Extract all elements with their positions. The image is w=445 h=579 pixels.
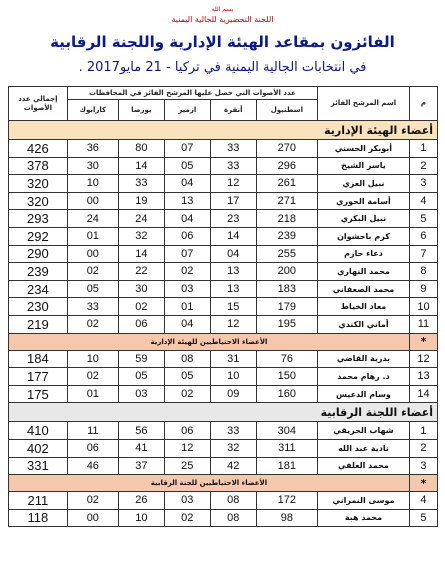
cell-name: محمد هبة [318, 509, 410, 527]
cell-karabuk: 10 [67, 350, 118, 368]
cell-num: 5 [409, 210, 437, 228]
cell-istanbul: 179 [256, 298, 317, 316]
cell-total: 292 [9, 227, 68, 245]
results-table [8, 86, 438, 527]
cell-bursa: 32 [118, 227, 164, 245]
cell-izmir: 02 [164, 263, 210, 281]
cell-karabuk: 30 [67, 157, 118, 175]
cell-izmir: 03 [164, 280, 210, 298]
cell-izmir: 05 [164, 157, 210, 175]
cell-ankara: 23 [210, 210, 256, 228]
cell-ankara: 04 [210, 245, 256, 263]
cell-ankara: 33 [210, 157, 256, 175]
col-name-header: اسم المرشح الفائز [318, 87, 410, 121]
cell-num: 2 [409, 157, 437, 175]
cell-karabuk: 02 [67, 263, 118, 281]
table-row [9, 315, 438, 333]
cell-istanbul: 195 [256, 315, 317, 333]
header [0, 0, 445, 86]
table-row [9, 509, 438, 527]
basmala: بسم الله [211, 6, 234, 13]
cell-num: 1 [409, 422, 437, 440]
section-admin-alt-star: * [409, 333, 437, 350]
cell-ankara: 42 [210, 457, 256, 475]
cell-izmir: 03 [164, 492, 210, 510]
cell-total: 219 [9, 315, 68, 333]
cell-karabuk: 24 [67, 210, 118, 228]
cell-izmir: 02 [164, 385, 210, 403]
cell-izmir: 01 [164, 298, 210, 316]
cell-izmir: 08 [164, 350, 210, 368]
cell-istanbul: 261 [256, 175, 317, 193]
table-row [9, 210, 438, 228]
cell-istanbul: 296 [256, 157, 317, 175]
cell-karabuk: 01 [67, 227, 118, 245]
cell-istanbul: 239 [256, 227, 317, 245]
cell-karabuk: 10 [67, 175, 118, 193]
cell-name: محمد النهاري [318, 263, 410, 281]
cell-bursa: 10 [118, 509, 164, 527]
cell-istanbul: 172 [256, 492, 317, 510]
cell-name: محمد الصعفاني [318, 280, 410, 298]
table-row [9, 245, 438, 263]
cell-karabuk: 00 [67, 192, 118, 210]
col-karabuk-header: كارابوك [67, 100, 118, 121]
cell-num: 10 [409, 298, 437, 316]
section-control-title: أعضاء اللجنة الرقابية [9, 403, 438, 422]
cell-istanbul: 150 [256, 368, 317, 386]
cell-ankara: 31 [210, 350, 256, 368]
cell-bursa: 26 [118, 492, 164, 510]
section-admin-title: أعضاء الهيئة الإدارية [9, 121, 438, 140]
cell-name: أماني الكندي [318, 315, 410, 333]
cell-name: ياسر الشيخ [318, 157, 410, 175]
cell-name: نبيل العزي [318, 175, 410, 193]
cell-karabuk: 00 [67, 509, 118, 527]
section-admin-row [9, 121, 438, 140]
cell-istanbul: 183 [256, 280, 317, 298]
cell-karabuk: 06 [67, 439, 118, 457]
cell-num: 13 [409, 368, 437, 386]
cell-izmir: 06 [164, 227, 210, 245]
cell-ankara: 15 [210, 298, 256, 316]
cell-num: 4 [409, 492, 437, 510]
col-izmir-header: ازمير [164, 100, 210, 121]
cell-ankara: 12 [210, 175, 256, 193]
cell-bursa: 33 [118, 175, 164, 193]
table-row [9, 157, 438, 175]
cell-ankara: 32 [210, 439, 256, 457]
section-control-row [9, 403, 438, 422]
cell-total: 234 [9, 280, 68, 298]
cell-name: نبيل البكري [318, 210, 410, 228]
cell-num: 11 [409, 315, 437, 333]
cell-total: 175 [9, 385, 68, 403]
cell-izmir: 04 [164, 175, 210, 193]
cell-total: 320 [9, 175, 68, 193]
cell-ankara: 14 [210, 227, 256, 245]
cell-num: 5 [409, 509, 437, 527]
cell-izmir: 04 [164, 315, 210, 333]
table-row [9, 298, 438, 316]
cell-name: نادية عبد الله [318, 439, 410, 457]
cell-ankara: 08 [210, 492, 256, 510]
col-bursa-header: بورصا [118, 100, 164, 121]
cell-name: وسام الدعيس [318, 385, 410, 403]
cell-bursa: 19 [118, 192, 164, 210]
cell-num: 3 [409, 457, 437, 475]
col-num-header: م [409, 87, 437, 121]
cell-izmir: 06 [164, 422, 210, 440]
cell-karabuk: 33 [67, 298, 118, 316]
section-admin-alt-title: الأعضاء الاحتياطيين للهيئة الإدارية [9, 333, 410, 350]
cell-num: 14 [409, 385, 437, 403]
cell-num: 1 [409, 140, 437, 158]
table-row [9, 280, 438, 298]
cell-name: دعاء حازم [318, 245, 410, 263]
cell-name: بدرية القاضي [318, 350, 410, 368]
cell-karabuk: 11 [67, 422, 118, 440]
cell-total: 290 [9, 245, 68, 263]
col-ankara-header: أنقرة [210, 100, 256, 121]
page-title: الفائزون بمقاعد الهيئة الإدارية واللجنة الرقابية [50, 33, 395, 51]
cell-num: 2 [409, 439, 437, 457]
cell-karabuk: 02 [67, 492, 118, 510]
cell-izmir: 13 [164, 192, 210, 210]
table-row [9, 457, 438, 475]
cell-istanbul: 200 [256, 263, 317, 281]
cell-num: 3 [409, 175, 437, 193]
table-row [9, 368, 438, 386]
cell-istanbul: 311 [256, 439, 317, 457]
table-row [9, 227, 438, 245]
cell-num: 7 [409, 245, 437, 263]
cell-istanbul: 255 [256, 245, 317, 263]
cell-name: أبوبكر الحسني [318, 140, 410, 158]
cell-ankara: 08 [210, 509, 256, 527]
table-row [9, 439, 438, 457]
cell-total: 426 [9, 140, 68, 158]
col-votes-group-header: عدد الأصوات التي حصل عليها المرشح الفائز في المحافظات [67, 87, 317, 100]
cell-name: د. رهام محمد [318, 368, 410, 386]
section-control-alt-star: * [409, 475, 437, 492]
cell-karabuk: 02 [67, 315, 118, 333]
cell-num: 6 [409, 227, 437, 245]
cell-num: 4 [409, 192, 437, 210]
cell-bursa: 03 [118, 385, 164, 403]
cell-ankara: 17 [210, 192, 256, 210]
section-control-alt-row [9, 475, 438, 492]
section-admin-alt-row [9, 333, 438, 350]
cell-total: 118 [9, 509, 68, 527]
cell-istanbul: 76 [256, 350, 317, 368]
cell-karabuk: 46 [67, 457, 118, 475]
cell-bursa: 22 [118, 263, 164, 281]
cell-bursa: 02 [118, 298, 164, 316]
cell-name: أسامة الحوري [318, 192, 410, 210]
cell-total: 177 [9, 368, 68, 386]
cell-num: 8 [409, 263, 437, 281]
cell-ankara: 33 [210, 422, 256, 440]
cell-bursa: 06 [118, 315, 164, 333]
table-row [9, 192, 438, 210]
committee-name: اللجنة التحضيرية للجالية اليمنية [171, 15, 274, 24]
cell-bursa: 59 [118, 350, 164, 368]
cell-ankara: 09 [210, 385, 256, 403]
cell-karabuk: 36 [67, 140, 118, 158]
cell-izmir: 07 [164, 245, 210, 263]
cell-istanbul: 218 [256, 210, 317, 228]
section-control-alt-title: الأعضاء الاحتياطيين للجنة الرقابية [9, 475, 410, 492]
cell-name: معاد الخياط [318, 298, 410, 316]
cell-bursa: 14 [118, 157, 164, 175]
cell-total: 293 [9, 210, 68, 228]
table-row [9, 350, 438, 368]
table-row [9, 175, 438, 193]
cell-total: 239 [9, 263, 68, 281]
cell-istanbul: 98 [256, 509, 317, 527]
table-row [9, 263, 438, 281]
cell-istanbul: 160 [256, 385, 317, 403]
cell-total: 320 [9, 192, 68, 210]
results-body [9, 121, 438, 527]
cell-bursa: 24 [118, 210, 164, 228]
cell-num: 9 [409, 280, 437, 298]
col-istanbul-header: اسطنبول [256, 100, 317, 121]
cell-istanbul: 304 [256, 422, 317, 440]
table-row [9, 492, 438, 510]
cell-izmir: 02 [164, 509, 210, 527]
cell-izmir: 07 [164, 140, 210, 158]
cell-izmir: 04 [164, 210, 210, 228]
cell-izmir: 05 [164, 368, 210, 386]
cell-name: شهاب الحريقي [318, 422, 410, 440]
cell-ankara: 12 [210, 315, 256, 333]
cell-total: 378 [9, 157, 68, 175]
cell-karabuk: 01 [67, 385, 118, 403]
cell-karabuk: 05 [67, 280, 118, 298]
cell-istanbul: 181 [256, 457, 317, 475]
cell-istanbul: 271 [256, 192, 317, 210]
cell-bursa: 56 [118, 422, 164, 440]
cell-total: 410 [9, 422, 68, 440]
cell-name: كرم باحشوان [318, 227, 410, 245]
table-row [9, 140, 438, 158]
cell-karabuk: 02 [67, 368, 118, 386]
cell-name: موسى النمراني [318, 492, 410, 510]
cell-name: محمد العلفي [318, 457, 410, 475]
page-subtitle: في انتخابات الجالية اليمنية في تركيا - 21 مايو2017 . [78, 60, 367, 75]
cell-bursa: 05 [118, 368, 164, 386]
cell-bursa: 30 [118, 280, 164, 298]
col-total-header: إجمالي عدد الأصوات [9, 87, 68, 121]
cell-izmir: 12 [164, 439, 210, 457]
cell-ankara: 13 [210, 263, 256, 281]
cell-total: 184 [9, 350, 68, 368]
cell-num: 12 [409, 350, 437, 368]
table-row [9, 422, 438, 440]
cell-bursa: 14 [118, 245, 164, 263]
cell-istanbul: 270 [256, 140, 317, 158]
cell-total: 211 [9, 492, 68, 510]
cell-ankara: 33 [210, 140, 256, 158]
cell-total: 331 [9, 457, 68, 475]
cell-ankara: 13 [210, 280, 256, 298]
cell-ankara: 10 [210, 368, 256, 386]
cell-izmir: 25 [164, 457, 210, 475]
cell-bursa: 37 [118, 457, 164, 475]
cell-total: 402 [9, 439, 68, 457]
cell-karabuk: 00 [67, 245, 118, 263]
cell-bursa: 41 [118, 439, 164, 457]
cell-bursa: 80 [118, 140, 164, 158]
cell-total: 230 [9, 298, 68, 316]
table-row [9, 385, 438, 403]
